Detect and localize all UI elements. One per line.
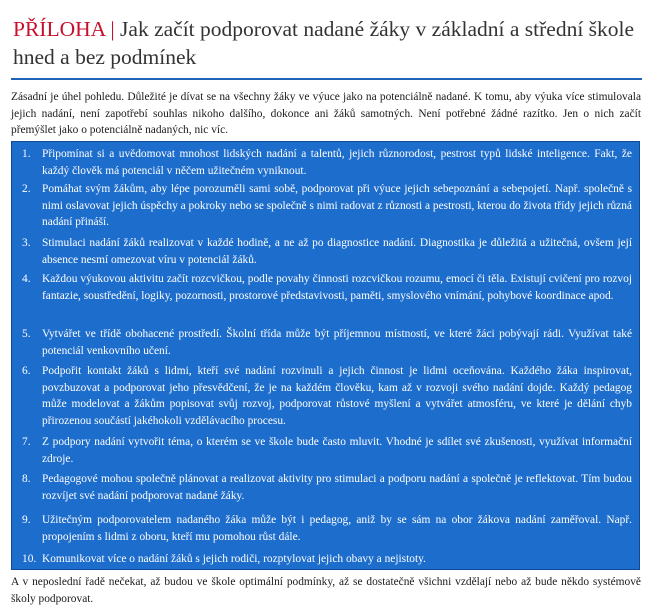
list-item-text: Stimulaci nadání žáků realizovat v každé hodině, a ne až po diagnostice nadání. Diagnostika je důležitá a užitečná, ovšem její absence nesmí omezovat víru v potenciál žáků. <box>42 237 632 266</box>
title-rule <box>11 78 642 80</box>
list-item-number: 1. <box>22 148 31 160</box>
list-item-text: Vytvářet ve třídě obohacené prostředí. Školní třída může být příjemnou místností, ve které žáci pobývají rádi. Využívat také potenciál venkovního učení. <box>42 328 632 357</box>
list-item-number: 8. <box>22 473 31 485</box>
closing-paragraph: A v neposlední řadě nečekat, až budou ve škole optimální podmínky, až se dostatečně všichni vzdělají nebo až bude někdo systémově školy podporovat. <box>11 576 641 605</box>
list-item-number: 3. <box>22 237 31 249</box>
list-item-text: Každou výukovou aktivitu začít rozcvičkou, podle povahy činnosti rozcvičkou rozumu, emocí či těla. Existují cvičení pro rozvoj fantazie, soustředění, logiky, pozornosti, prostorové představivosti, paměti, smyslového vnímání, pohybové koordinace apod. <box>42 273 632 302</box>
list-item-number: 6. <box>22 365 31 377</box>
list-item-text: Pedagogové mohou společně plánovat a realizovat aktivity pro stimulaci a podporu nadání a společně je reflektovat. Tím budou rozvíjet své nadání podporovat nadané žáky. <box>42 473 632 502</box>
page-title <box>13 15 643 71</box>
list-item-number: 4. <box>22 273 31 285</box>
list-item-number: 9. <box>22 514 31 526</box>
annex-label: PŘÍLOHA <box>13 17 105 41</box>
list-item-text: Komunikovat více o nadání žáků s jejich rodiči, rozptylovat jejich obavy a nejistoty. <box>42 553 426 565</box>
intro-paragraph: Zásadní je úhel pohledu. Důležité je dívat se na všechny žáky ve výuce jako na potenciálně nadané. K tomu, aby výuka více stimulovala jejich nadání, není zapotřebí souhlas nikoho dalšího, dokonce ani žáků samotných. Není potřebné žádné razítko. Jen o nich začít přemýšlet jako o potenciálně nadaných, nic víc. <box>11 91 641 136</box>
list-item-text: Podpořit kontakt žáků s lidmi, kteří své nadání rozvinuli a jejich činnost je lidmi oceňována. Každého žáka inspirovat, povzbuzovat a podporovat jeho přesvědčení, že je na každém člověku, kam až v rozvoji svého nadání dojde. Každý pedagog může modelovat a žákům popisovat svůj rozvoj, podporovat růstové myšlení a vytvářet atmosféru, ve které je dělání chyb přirozenou součástí jakéhokoli vzdělávacího procesu. <box>42 365 632 427</box>
list-item-text: Připomínat si a uvědomovat mnohost lidských nadání a talentů, jejich různorodost, pestrost typů lidské inteligence. Fakt, že každý člověk má potenciál v něčem užitečném vyniknout. <box>42 148 632 177</box>
list-item-number: 2. <box>22 183 31 195</box>
list-item-number: 7. <box>22 436 31 448</box>
title-text: Jak začít podporovat nadané žáky v základní a střední škole hned a bez podmínek <box>13 17 635 69</box>
tips-list-box <box>11 141 640 570</box>
list-item-number: 10. <box>22 553 37 565</box>
list-item-text: Pomáhat svým žákům, aby lépe porozuměli sami sobě, podporovat při výuce jejich sebepoznání a sebepojetí. Např. společně s nimi oslavovat jejich úspěchy a pokroky nebo se společně s nimi radovat z různosti a pestrosti, kterou do života třídy jejich různá nadání přináší. <box>42 183 632 228</box>
list-item-text: Z podpory nadání vytvořit téma, o kterém se ve škole bude často mluvit. Vhodné je sdílet své zkušenosti, využívat informační zdroje. <box>42 436 632 465</box>
title-separator: | <box>110 17 115 41</box>
list-item-number: 5. <box>22 328 31 340</box>
list-item-text: Užitečným podporovatelem nadaného žáka může být i pedagog, aniž by se sám na obor žákova nadání zaměřoval. Např. propojením s lidmi z oboru, kteří mu pomohou růst dále. <box>42 514 632 543</box>
